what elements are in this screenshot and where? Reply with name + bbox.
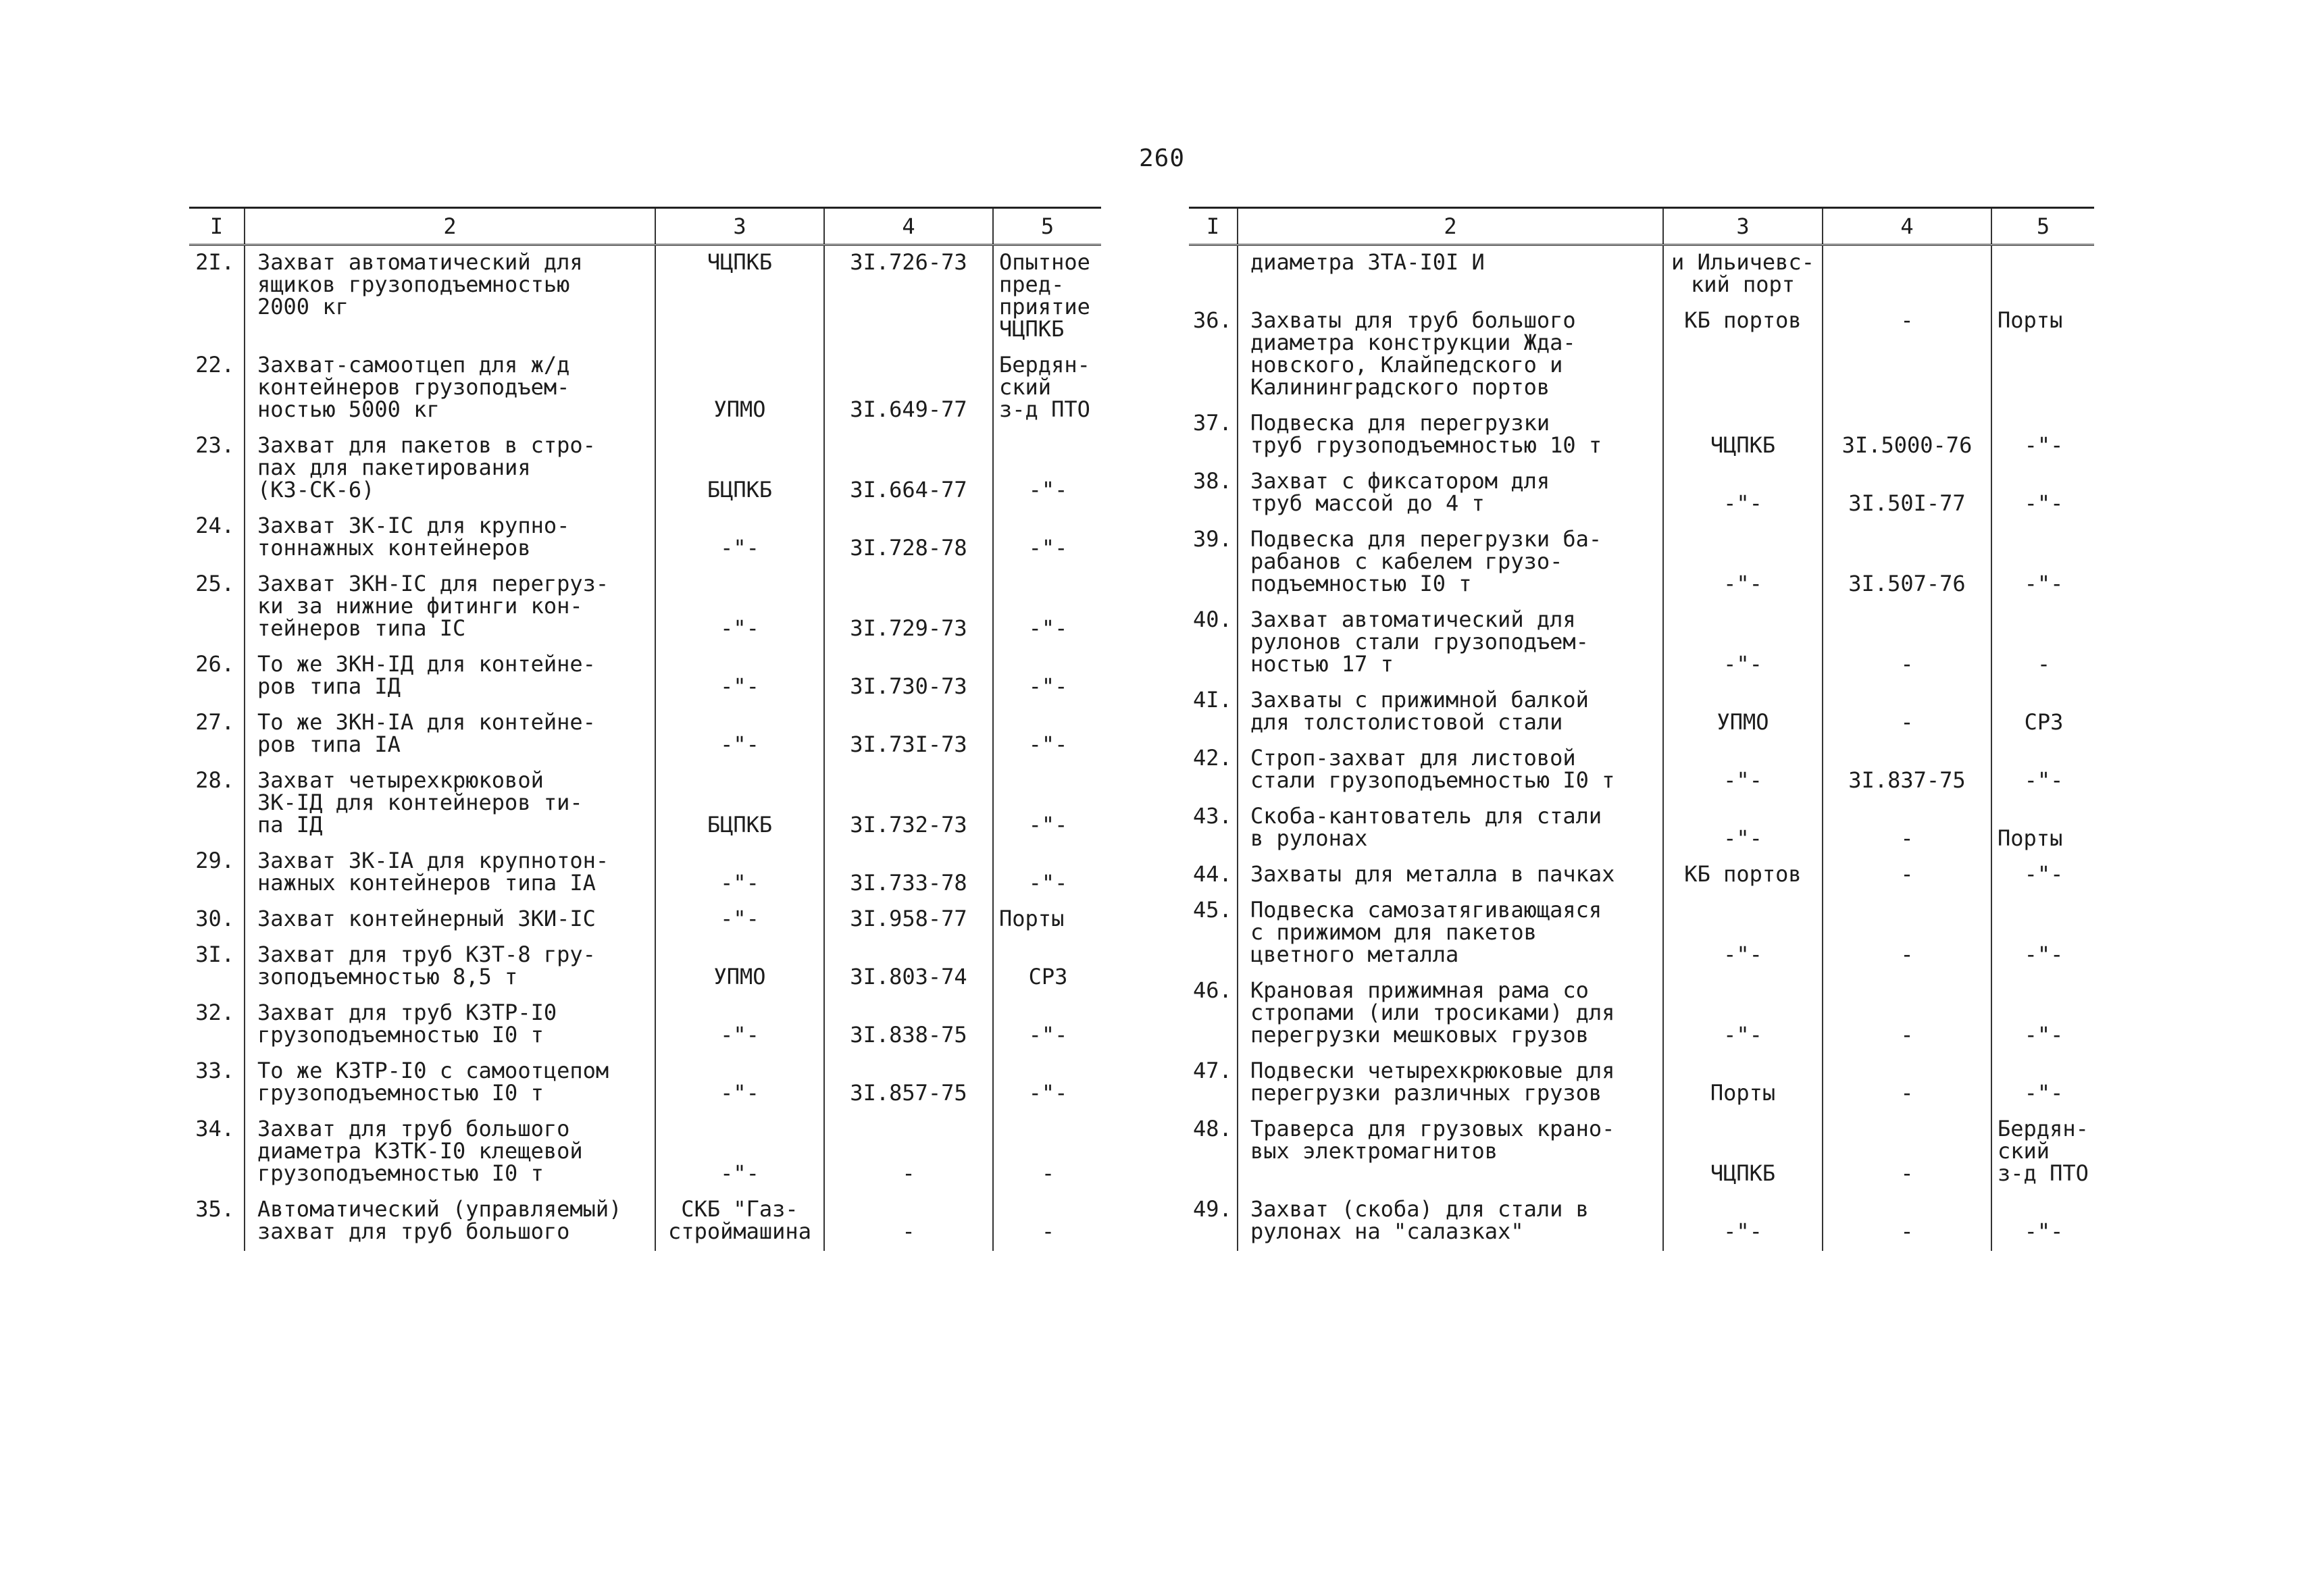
- header-col-3: 3: [1663, 208, 1823, 245]
- manufacturer: -"-: [1991, 858, 2094, 894]
- row-number: 4I.: [1193, 687, 1232, 713]
- row-number: 42.: [1193, 745, 1232, 771]
- item-name: Захват ЗК-IС для крупно- тоннажных контейнеров: [245, 509, 655, 567]
- manufacturer: -"-: [993, 764, 1101, 844]
- item-name: Подвески четырехкрюковые для перегрузки различных грузов: [1238, 1054, 1663, 1112]
- document-number: 3I.733-78: [824, 844, 993, 902]
- document-number: 3I.649-77: [824, 349, 993, 429]
- document-number: -: [1823, 1112, 1991, 1193]
- row-number: 47.: [1193, 1058, 1232, 1083]
- developer-org: -"-: [655, 996, 824, 1054]
- row-number: 44.: [1193, 861, 1232, 887]
- developer-org: УПМО: [1663, 684, 1823, 742]
- developer-org: -"-: [1663, 1193, 1823, 1251]
- developer-org: ЧЦПКБ: [655, 245, 824, 349]
- document-number: 3I.837-75: [1823, 742, 1991, 800]
- document-number: 3I.73I-73: [824, 706, 993, 764]
- table-row: [1189, 684, 2094, 742]
- row-number: 30.: [195, 906, 234, 931]
- table-row: [189, 902, 1101, 938]
- item-name: То же ЗКН-IА для контейне- ров типа IА: [245, 706, 655, 764]
- row-number: 38.: [1193, 468, 1232, 494]
- item-name: Захват четырехкрюковой ЗК-IД для контейнеров ти- па IД: [245, 764, 655, 844]
- manufacturer: Опытное пред- приятие ЧЦПКБ: [993, 245, 1101, 349]
- developer-org: -"-: [1663, 800, 1823, 858]
- manufacturer: -"-: [1991, 523, 2094, 603]
- table-row: [189, 567, 1101, 648]
- row-number: 37.: [1193, 410, 1232, 436]
- item-name: То же КЗТР-I0 с самоотцепом грузоподъемностью I0 т: [245, 1054, 655, 1112]
- document-number: 3I.838-75: [824, 996, 993, 1054]
- table-row: [1189, 465, 2094, 523]
- item-name: Строп-захват для листовой стали грузоподъемностью I0 т: [1238, 742, 1663, 800]
- developer-org: СКБ "Газ- строймашина: [655, 1193, 824, 1251]
- item-name: Захват с фиксатором для труб массой до 4 т: [1238, 465, 1663, 523]
- table-row: [1189, 1193, 2094, 1251]
- item-name: Захват для пакетов в стро- пах для пакетирования (КЗ-СК-6): [245, 429, 655, 509]
- document-number: 3I.5000-76: [1823, 407, 1991, 465]
- developer-org: БЦПКБ: [655, 764, 824, 844]
- table-row: [1189, 894, 2094, 974]
- item-name: Подвеска для перегрузки ба- рабанов с кабелем грузо- подъемностью I0 т: [1238, 523, 1663, 603]
- item-name: Захват для труб большого диаметра КЗТК-I0 клещевой грузоподъемностью I0 т: [245, 1112, 655, 1193]
- table-row: [1189, 245, 2094, 305]
- table-row: [1189, 407, 2094, 465]
- document-number: -: [1823, 603, 1991, 684]
- manufacturer: -"-: [993, 648, 1101, 706]
- row-number: 25.: [195, 571, 234, 596]
- header-col-5: 5: [993, 208, 1101, 245]
- row-number: 2I.: [195, 249, 234, 275]
- manufacturer: -"-: [1991, 1054, 2094, 1112]
- document-number: -: [1823, 1193, 1991, 1251]
- document-number: 3I.50I-77: [1823, 465, 1991, 523]
- developer-org: -"-: [655, 902, 824, 938]
- row-number: 26.: [195, 651, 234, 677]
- document-number: -: [824, 1193, 993, 1251]
- row-number: 29.: [195, 848, 234, 873]
- table-row: [189, 938, 1101, 996]
- item-name: Захват автоматический для ящиков грузоподъемностью 2000 кг: [245, 245, 655, 349]
- developer-org: УПМО: [655, 349, 824, 429]
- document-number: -: [1823, 1054, 1991, 1112]
- header-col-1: I: [1189, 208, 1238, 245]
- row-number: 43.: [1193, 803, 1232, 829]
- table-row: [1189, 523, 2094, 603]
- document-number: -: [1823, 894, 1991, 974]
- item-name: Траверса для грузовых крано- вых электромагнитов: [1238, 1112, 1663, 1193]
- document-number: -: [1823, 304, 1991, 407]
- document-number: 3I.664-77: [824, 429, 993, 509]
- row-number: 36.: [1193, 307, 1232, 333]
- row-number: [1189, 245, 1238, 305]
- manufacturer: СРЗ: [993, 938, 1101, 996]
- manufacturer: -"-: [1991, 1193, 2094, 1251]
- item-name: Захват ЗК-IА для крупнотон- нажных контейнеров типа IА: [245, 844, 655, 902]
- document-number: 3I.730-73: [824, 648, 993, 706]
- item-name: Захват для труб КЗТР-I0 грузоподъемностью I0 т: [245, 996, 655, 1054]
- document-number: 3I.857-75: [824, 1054, 993, 1112]
- item-name: Скоба-кантователь для стали в рулонах: [1238, 800, 1663, 858]
- header-col-1: I: [189, 208, 245, 245]
- item-name: диаметра ЗТА-I0I И: [1238, 245, 1663, 305]
- document-number: [1823, 245, 1991, 305]
- document-number: 3I.729-73: [824, 567, 993, 648]
- table-row: [1189, 974, 2094, 1054]
- header-col-5: 5: [1991, 208, 2094, 245]
- row-number: 27.: [195, 709, 234, 735]
- manufacturer: СРЗ: [1991, 684, 2094, 742]
- document-number: -: [1823, 974, 1991, 1054]
- developer-org: -"-: [655, 706, 824, 764]
- manufacturer: -: [1991, 603, 2094, 684]
- row-number: 24.: [195, 513, 234, 538]
- row-number: 40.: [1193, 607, 1232, 632]
- manufacturer: -: [993, 1112, 1101, 1193]
- document-number: 3I.728-78: [824, 509, 993, 567]
- developer-org: -"-: [655, 509, 824, 567]
- manufacturer: -"-: [993, 996, 1101, 1054]
- item-name: Захваты с прижимной балкой для толстолистовой стали: [1238, 684, 1663, 742]
- manufacturer: -"-: [1991, 894, 2094, 974]
- item-name: Захват для труб КЗТ-8 гру- зоподъемностью 8,5 т: [245, 938, 655, 996]
- developer-org: -"-: [1663, 742, 1823, 800]
- row-number: 46.: [1193, 977, 1232, 1003]
- document-number: -: [1823, 684, 1991, 742]
- item-name: Захват контейнерный ЗКИ-IС: [245, 902, 655, 938]
- table-row: [1189, 858, 2094, 894]
- table-row: [189, 764, 1101, 844]
- item-name: Автоматический (управляемый) захват для труб большого: [245, 1193, 655, 1251]
- document-number: 3I.958-77: [824, 902, 993, 938]
- table-header-row: [189, 208, 1101, 245]
- table-row: [1189, 742, 2094, 800]
- row-number: 49.: [1193, 1196, 1232, 1222]
- row-number: 35.: [195, 1196, 234, 1222]
- developer-org: ЧЦПКБ: [1663, 1112, 1823, 1193]
- table-row: [1189, 603, 2094, 684]
- developer-org: ЧЦПКБ: [1663, 407, 1823, 465]
- item-name: Подвеска самозатягивающаяся с прижимом для пакетов цветного металла: [1238, 894, 1663, 974]
- item-name: Захват (скоба) для стали в рулонах на "салазках": [1238, 1193, 1663, 1251]
- manufacturer: -"-: [993, 706, 1101, 764]
- table-row: [189, 349, 1101, 429]
- equipment-table-right: [1189, 207, 2094, 1251]
- row-number: 32.: [195, 1000, 234, 1025]
- developer-org: и Ильичевс- кий порт: [1663, 245, 1823, 305]
- document-number: -: [1823, 858, 1991, 894]
- manufacturer: -"-: [993, 844, 1101, 902]
- item-name: Захваты для труб большого диаметра конструкции Жда- новского, Клайпедского и Калининградского портов: [1238, 304, 1663, 407]
- developer-org: -"-: [655, 567, 824, 648]
- equipment-table-left: [189, 207, 1101, 1251]
- manufacturer: Порты: [1991, 800, 2094, 858]
- manufacturer: -"-: [1991, 742, 2094, 800]
- document-number: 3I.732-73: [824, 764, 993, 844]
- manufacturer: -"-: [1991, 974, 2094, 1054]
- item-name: Захват-самоотцеп для ж/д контейнеров грузоподъем- ностью 5000 кг: [245, 349, 655, 429]
- document-number: 3I.803-74: [824, 938, 993, 996]
- document-number: -: [824, 1112, 993, 1193]
- row-number: 39.: [1193, 526, 1232, 552]
- table-row: [189, 509, 1101, 567]
- developer-org: -"-: [655, 1112, 824, 1193]
- developer-org: КБ портов: [1663, 858, 1823, 894]
- header-col-2: 2: [1238, 208, 1663, 245]
- item-name: Подвеска для перегрузки труб грузоподъемностью 10 т: [1238, 407, 1663, 465]
- page-number: 260: [1138, 145, 1186, 172]
- manufacturer: -"-: [993, 567, 1101, 648]
- table-row: [189, 1193, 1101, 1251]
- row-number: 48.: [1193, 1116, 1232, 1141]
- row-number: 33.: [195, 1058, 234, 1083]
- row-number: 22.: [195, 352, 234, 378]
- item-name: Захват автоматический для рулонов стали грузоподъем- ностью 17 т: [1238, 603, 1663, 684]
- row-number: 23.: [195, 432, 234, 458]
- document-number: 3I.507-76: [1823, 523, 1991, 603]
- item-name: Крановая прижимная рама со стропами (или тросиками) для перегрузки мешковых грузов: [1238, 974, 1663, 1054]
- developer-org: -"-: [1663, 465, 1823, 523]
- developer-org: -"-: [1663, 894, 1823, 974]
- row-number: 45.: [1193, 897, 1232, 923]
- manufacturer: Порты: [993, 902, 1101, 938]
- document-number: -: [1823, 800, 1991, 858]
- table-row: [1189, 800, 2094, 858]
- developer-org: БЦПКБ: [655, 429, 824, 509]
- header-col-4: 4: [1823, 208, 1991, 245]
- table-row: [189, 1054, 1101, 1112]
- developer-org: -"-: [1663, 523, 1823, 603]
- header-col-3: 3: [655, 208, 824, 245]
- row-number: 34.: [195, 1116, 234, 1141]
- table-row: [1189, 1112, 2094, 1193]
- manufacturer: -"-: [993, 509, 1101, 567]
- manufacturer: Порты: [1991, 304, 2094, 407]
- developer-org: -"-: [655, 648, 824, 706]
- header-col-4: 4: [824, 208, 993, 245]
- row-number: 3I.: [195, 942, 234, 967]
- table-row: [189, 1112, 1101, 1193]
- developer-org: -"-: [655, 844, 824, 902]
- developer-org: -"-: [1663, 974, 1823, 1054]
- table-row: [189, 429, 1101, 509]
- manufacturer: Бердян- ский з-д ПТО: [993, 349, 1101, 429]
- table-row: [189, 996, 1101, 1054]
- manufacturer: [1991, 245, 2094, 305]
- header-col-2: 2: [245, 208, 655, 245]
- table-header-row: [1189, 208, 2094, 245]
- manufacturer: -"-: [993, 1054, 1101, 1112]
- manufacturer: -"-: [1991, 407, 2094, 465]
- developer-org: КБ портов: [1663, 304, 1823, 407]
- developer-org: -"-: [1663, 603, 1823, 684]
- table-row: [189, 844, 1101, 902]
- manufacturer: -"-: [993, 429, 1101, 509]
- table-row: [1189, 304, 2094, 407]
- table-row: [189, 245, 1101, 349]
- developer-org: -"-: [655, 1054, 824, 1112]
- document-number: 3I.726-73: [824, 245, 993, 349]
- row-number: 28.: [195, 767, 234, 793]
- manufacturer: -: [993, 1193, 1101, 1251]
- table-row: [1189, 1054, 2094, 1112]
- developer-org: УПМО: [655, 938, 824, 996]
- table-row: [189, 648, 1101, 706]
- item-name: То же ЗКН-IД для контейне- ров типа IД: [245, 648, 655, 706]
- item-name: Захваты для металла в пачках: [1238, 858, 1663, 894]
- developer-org: Порты: [1663, 1054, 1823, 1112]
- manufacturer: Бердян- ский з-д ПТО: [1991, 1112, 2094, 1193]
- table-row: [189, 706, 1101, 764]
- item-name: Захват ЗКН-IС для перегруз- ки за нижние фитинги кон- тейнеров типа IС: [245, 567, 655, 648]
- manufacturer: -"-: [1991, 465, 2094, 523]
